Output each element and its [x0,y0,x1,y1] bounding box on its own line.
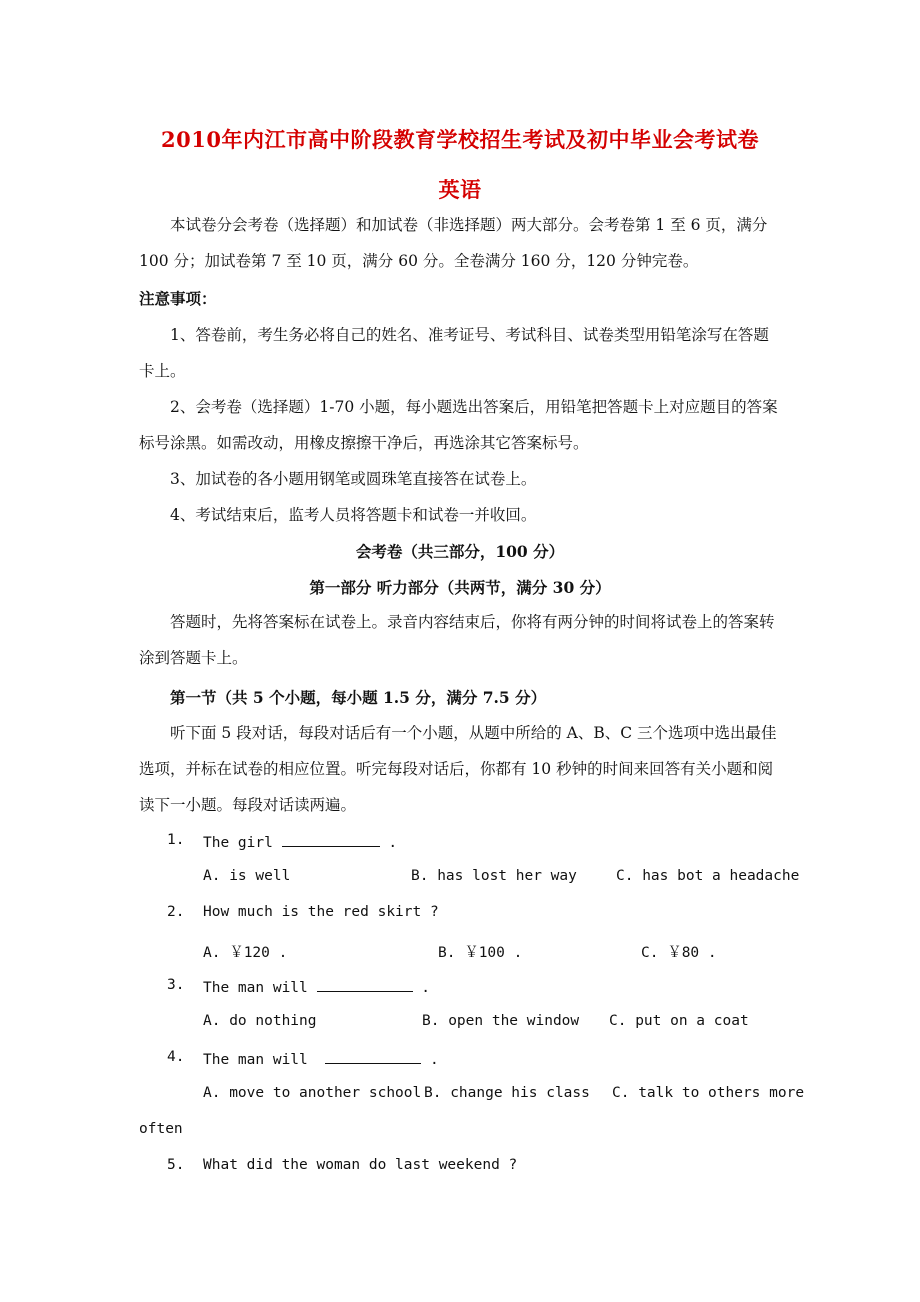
question-stem: The man will . [203,1049,439,1068]
question-stem: The girl . [203,832,397,851]
subsection-instruction: 听下面 5 段对话，每段对话后有一个小题，从题中所给的 A、B、C 三个选项中选出最佳选项，并标在试卷的相应位置。听完每段对话后，你都有 10 秒钟的时间来回答有关小题和阅读下一小题。每段对话读两遍。 [139,724,777,814]
answer-blank [282,832,380,847]
intro-paragraph: 本试卷分会考卷（选择题）和加试卷（非选择题）两大部分。会考卷第 1 至 6 页，满分 100 分；加试卷第 7 至 10 页，满分 60 分。全卷满分 160 分，120 分钟完卷。 [139,216,768,270]
option-c-wrap: often [139,1121,183,1137]
question-stem: What did the woman do last weekend ? [203,1157,518,1173]
option-a: A. do nothing [203,1013,317,1029]
section-title: 会考卷（共三部分，100 分） [355,542,565,561]
question-stem: The man will . [203,977,430,996]
option-b: B. open the window [422,1013,580,1029]
option-c: C. talk to others more [612,1085,805,1101]
question-number: 3. [167,977,185,993]
subject-title: 英语 [438,177,482,202]
notice-item: 2、会考卷（选择题）1-70 小题，每小题选出答案后，用铅笔把答题卡上对应题目的答案标号涂黑。如需改动，用橡皮擦擦干净后，再选涂其它答案标号。 [139,398,778,452]
question-stem: How much is the red skirt ? [203,904,439,920]
part-instruction: 答题时，先将答案标在试卷上。录音内容结束后，你将有两分钟的时间将试卷上的答案转涂到答题卡上。 [139,613,775,667]
subsection-title: 第一节（共 5 个小题，每小题 1.5 分，满分 7.5 分） [170,688,547,707]
part-title: 第一部分 听力部分（共两节，满分 30 分） [309,578,611,597]
exam-title: 2010年内江市高中阶段教育学校招生考试及初中毕业会考试卷 [161,127,759,152]
option-c: C. ￥80 . [641,945,717,961]
question-number: 5. [167,1157,185,1173]
option-c: C. has bot a headache [616,868,800,884]
question-number: 2. [167,904,185,920]
notice-item: 1、答卷前，考生务必将自己的姓名、准考证号、考试科目、试卷类型用铅笔涂写在答题卡上。 [139,326,769,380]
notice-heading: 注意事项： [139,289,217,308]
option-b: B. change his class [424,1085,590,1101]
notice-item: 3、加试卷的各小题用钢笔或圆珠笔直接答在试卷上。 [170,470,537,488]
option-c: C. put on a coat [609,1013,749,1029]
notice-item: 4、考试结束后，监考人员将答题卡和试卷一并收回。 [170,506,537,524]
answer-blank [325,1049,421,1064]
option-b: B. ￥100 . [438,945,523,961]
question-number: 4. [167,1049,185,1065]
option-a: A. is well [203,868,291,884]
option-a: A. ￥120 . [203,945,288,961]
question-number: 1. [167,832,185,848]
option-a: A. move to another school [203,1085,422,1101]
answer-blank [317,977,413,992]
option-b: B. has lost her way [411,868,577,884]
